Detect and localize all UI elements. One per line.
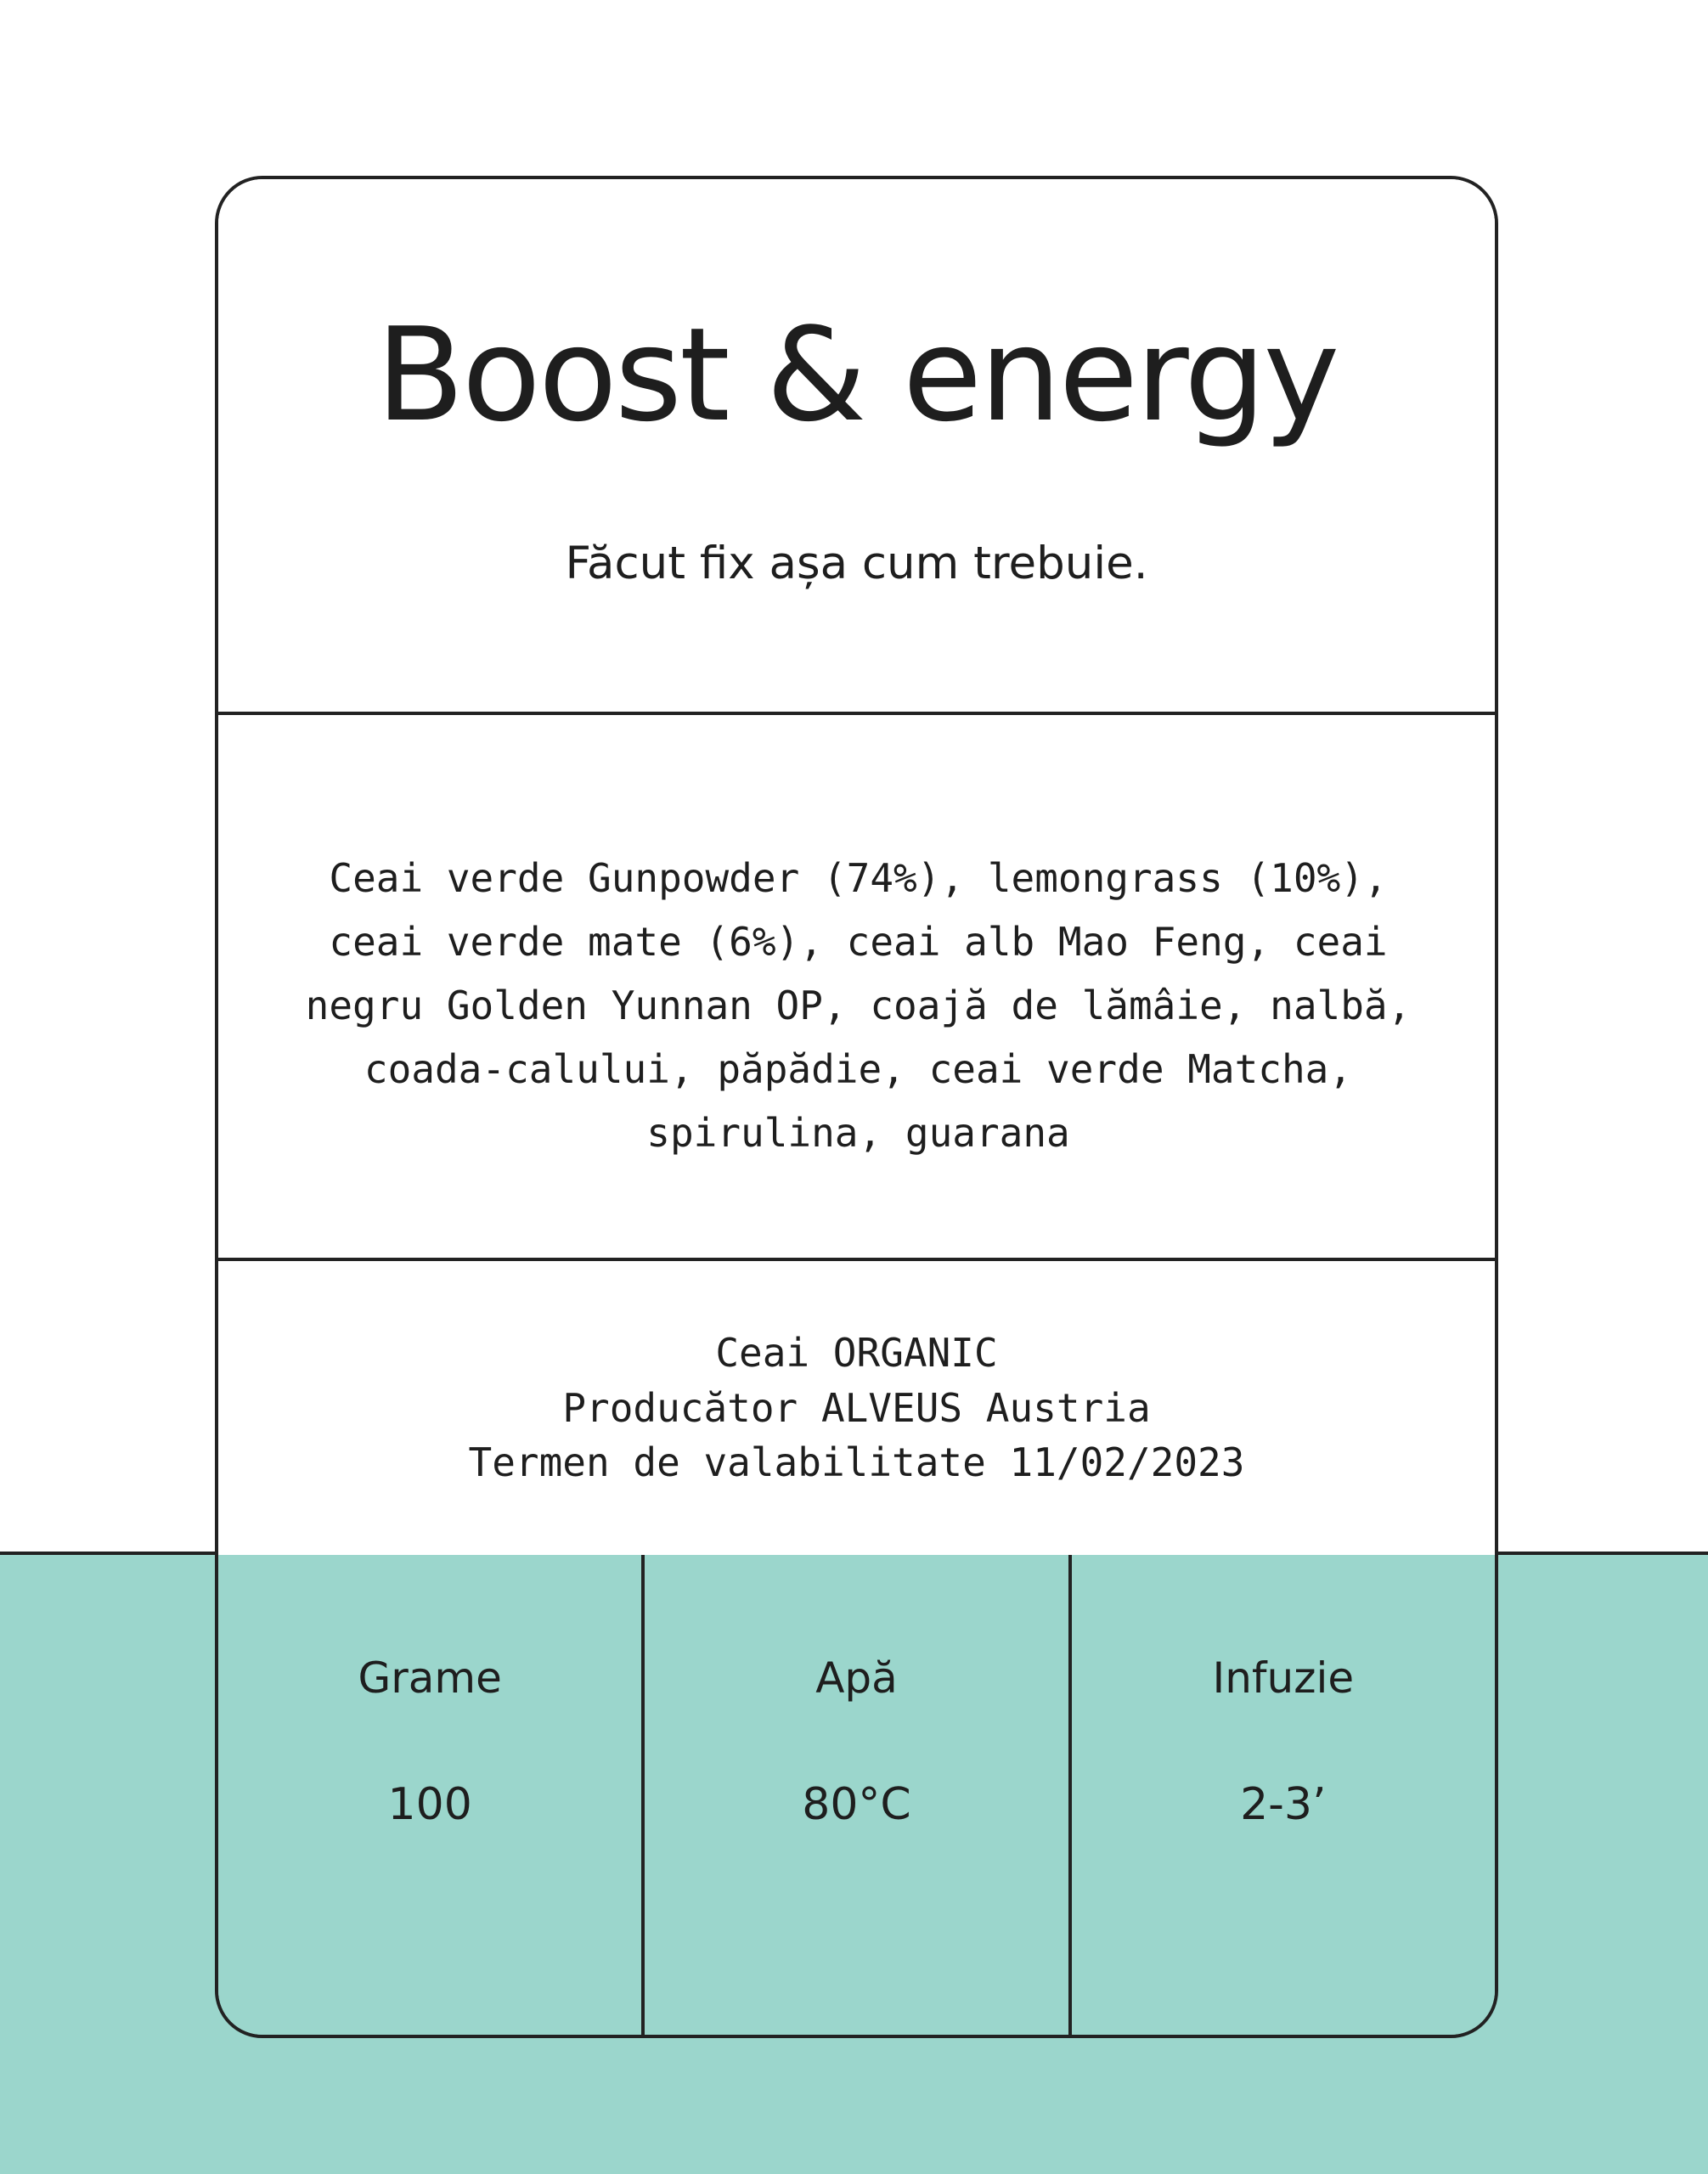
- expiry-line: Termen de valabilitate 11/02/2023: [468, 1439, 1245, 1485]
- ingredients-text: Ceai verde Gunpowder (74%), lemongrass (10%), ceai verde mate (6%), ceai alb Mao Feng, ceai negru Golden Yunnan OP, coajă de lămâie, nalbă, coada-calului, păpădie, ceai verde Matcha, spirulina, guarana: [305, 855, 1412, 1156]
- stat-value: 80°C: [802, 1779, 911, 1830]
- stat-water: [641, 1555, 1068, 2038]
- stat-value: 100: [387, 1779, 472, 1830]
- title-section: [218, 179, 1495, 714]
- brewing-stats-section: [218, 1555, 1495, 2038]
- stat-grams: [218, 1555, 641, 2038]
- product-tagline: Făcut fix așa cum trebuie.: [565, 538, 1148, 589]
- stat-label: Grame: [358, 1653, 502, 1703]
- stat-label: Apă: [815, 1653, 898, 1703]
- product-title: Boost & energy: [375, 300, 1338, 450]
- stat-value: 2-3’: [1240, 1779, 1327, 1830]
- ingredients-section: [218, 715, 1495, 1258]
- organic-line: Ceai ORGANIC: [715, 1330, 998, 1376]
- producer-line: Producător ALVEUS Austria: [562, 1385, 1151, 1431]
- stat-label: Infuzie: [1212, 1653, 1355, 1703]
- tea-label-card: [215, 176, 1498, 2038]
- product-info-section: [218, 1261, 1495, 1556]
- stat-infusion: [1068, 1555, 1495, 2038]
